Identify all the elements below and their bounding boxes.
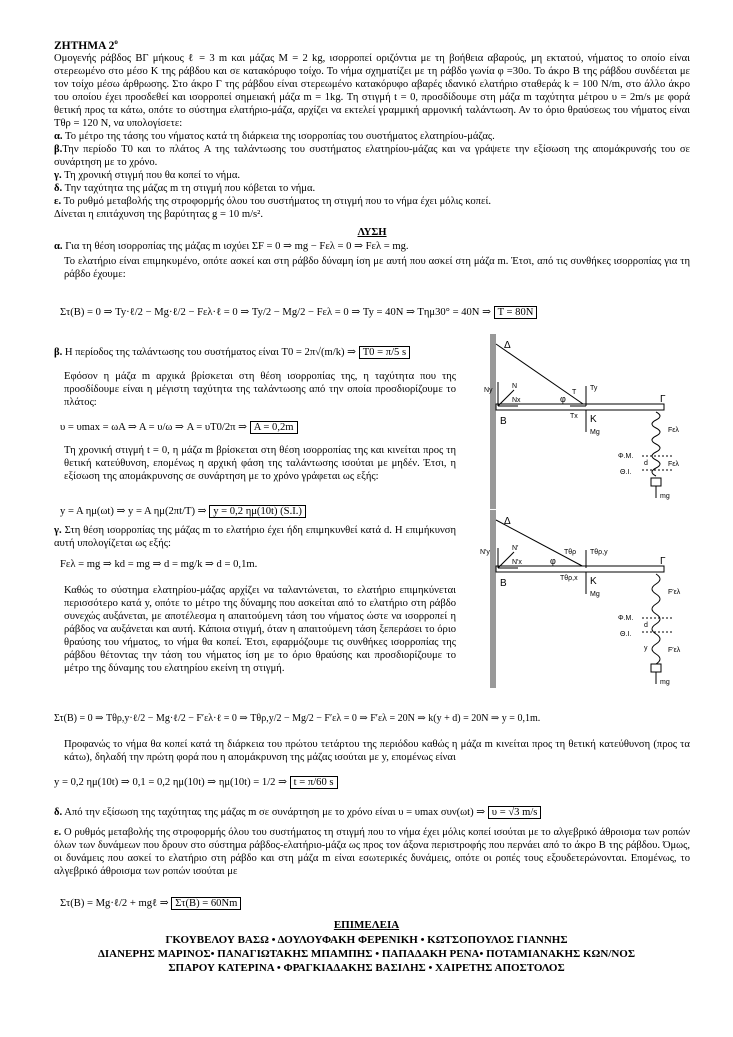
fig1-mass: [651, 478, 661, 486]
fig2-label-Fel2: F′ελ: [668, 647, 681, 654]
fig1-label-Fel2: Fελ: [668, 461, 679, 468]
solution-a-text: Το ελατήριο είναι επιμηκυμένο, οπότε ασκεί και στη ράβδο δύναμη ίση με αυτή που ασκεί στη μάζα m. Έτσι, από τις συνθήκες ισορροπίας για τη ράβδο έχουμε:: [64, 256, 690, 280]
question-text: Τη χρονική στιγμή που θα κοπεί το νήμα.: [64, 170, 241, 181]
fig1-rod: [496, 404, 664, 410]
question-a: [54, 130, 690, 143]
solution-b-text1: Εφόσον η μάζα m αρχικά βρίσκεται στη θέση ισορροπίας της, η ταχύτητα που της προσδίδουμε είναι η μέγιστη ταχύτητα της ταλάντωσης από την οποία προσδιορίζουμε το πλάτος:: [64, 371, 456, 408]
solution-a-result: T = 80N: [494, 306, 538, 319]
fig2-spring: [652, 574, 660, 664]
solution-b-text2: Τη χρονική στιγμή t = 0, η μάζα m βρίσκεται στη θέση ισορροπίας της και κινείται προς τη θετική κατεύθυνση, επομένως η αρχική φάση της ταλάντωσης ισούται με μηδέν. Έτσι, η εξίσωση της απομάκρυνσης σε συνάρτηση με το χρόνο γράφεται ως εξής:: [64, 445, 456, 482]
question-label: γ.: [54, 170, 62, 181]
fig1-string: [496, 344, 586, 406]
credits-heading: ΕΠΙΜΕΛΕΙΑ: [333, 919, 400, 931]
fig1-label-T: T: [572, 389, 577, 396]
solution-e: ε. Ο ρυθμός μεταβολής της στροφορμής όλου του συστήματος τη στιγμή που το νήμα έχει μόλις κοπεί ισούται με το αλγεβρικό άθροισμα των ροπών όλων των δυνάμεων που δρουν στο σύστημα ράβδος-ελατήριο-μάζα ως προς τον άξονα περιστροφής που περνάει από το άκρο Β της ράβδου. Όμως, οι δυνάμεις που ασκεί το ελατήριο στη ράβδο και στη μάζα m είναι εσωτερικές δυνάμεις, οπότε οι ροπές τους εξουδετερώνονται. Επομένως, το αλγεβρικό άθροισμα των ροπών ισούται με: [54, 827, 690, 877]
solution-b-eq2: [60, 505, 306, 518]
fig2-label-B: Β: [500, 578, 507, 589]
solution-a-eq-text: Στ(Β) = 0 ⇒ Ty·ℓ/2 − Mg·ℓ/2 − Fελ·ℓ = 0 ⇒ Ty/2 − Mg/2 − Fελ = 0 ⇒ Ty = 40N ⇒ Tημ30° = 40N ⇒: [60, 307, 491, 318]
solution-b-intro-text: Η περίοδος της ταλάντωσης του συστήματος είναι T0 = 2π√(m/k) ⇒: [64, 347, 357, 358]
solution-heading: ΛΥΣΗ: [357, 227, 387, 238]
fig1-label-Ty: Ty: [590, 385, 598, 392]
fig1-wall: [490, 334, 496, 509]
fig1-label-Ny: Ny: [484, 387, 493, 394]
fig2-label-Tthry: Tθρ,y: [590, 549, 608, 556]
question-text: Την ταχύτητα της μάζας m τη στιγμή που κόβεται το νήμα.: [64, 183, 316, 194]
solution-c-text2: Προφανώς το νήμα θα κοπεί κατά τη διάρκεια του πρώτου τετάρτου της περιόδου καθώς η μάζα m κινείται προς τη θετική κατεύθυνση (προς τα κάτω), δηλαδή την πρώτη φορά που η απομάκρυνση της μάζας ισούται με y, επομένως είναι: [64, 739, 690, 763]
solution-c-text: Καθώς το σύστημα ελατηρίου-μάζας αρχίζει να ταλαντώνεται, το ελατήριο επιμηκύνεται περισσότερο κατά y, οπότε το μέτρο της δύναμης που ασκείται από το ελατήριο στη ράβδο συνεχώς αυξάνεται, με αποτέλεσμα η απαιτούμενη τάση του νήματος ώστε να ισορροπεί η ράβδος να αυξάνεται και αυτή. Κάποια στιγμή, όταν η απαιτούμενη τάση ξεπεράσει το όριο θραύσης του νήματος, το νήμα θα κοπεί. Έτσι, εφαρμόζουμε τις συνθήκες ισορροπίας της ράβδου θέτοντας την τάση του νήματος ίση με το όριο θραύσης και προσδιορίζουμε το μέτρο της δύναμης του ελατηρίου εκείνη τη στιγμή.: [64, 585, 456, 674]
fig2-label-phi: φ: [550, 556, 556, 566]
solution-b-amplitude: A = 0,2m: [250, 421, 298, 434]
question-label: ε.: [54, 196, 62, 207]
fig1-label-phi: φ: [560, 394, 566, 404]
solution-c-intro-text: Στη θέση ισορροπίας της μάζας m το ελατήριο έχει ήδη επιμηκυνθεί κατά d. Η επιμήκυνση αυτή υπολογίζεται ως εξής:: [54, 525, 456, 549]
solution-b-result: y = 0,2 ημ(10t) (S.I.): [209, 505, 306, 518]
solution-e-eq-text: Στ(Β) = Mg·ℓ/2 + mgℓ ⇒: [60, 898, 169, 909]
problem-title-text: ΖΗΤΗΜΑ 2: [54, 39, 115, 52]
question-text: Το ρυθμό μεταβολής της στροφορμής όλου του συστήματος τη στιγμή που το νήμα έχει μόλις κοπεί.: [63, 196, 491, 207]
question-b: [54, 143, 690, 169]
fig1-label-mg: mg: [660, 493, 670, 500]
fig2-label-y: y: [644, 645, 648, 652]
solution-c-intro: γ. Στη θέση ισορροπίας της μάζας m το ελατήριο έχει ήδη επιμηκυνθεί κατά d. Η επιμήκυνση αυτή υπολογίζεται ως εξής:: [54, 525, 456, 549]
question-label: β.: [54, 144, 63, 155]
solution-a-equation: [60, 306, 537, 319]
fig1-label-N: N: [512, 383, 518, 390]
fig1-label-G: Γ: [660, 394, 666, 405]
solution-c-eq2: Στ(Β) = 0 ⇒ Tθρ,y·ℓ/2 − Mg·ℓ/2 − F′ελ·ℓ = 0 ⇒ Tθρ,y/2 − Mg/2 − F′ελ = 0 ⇒ F′ελ = 20N ⇒ k(y + d) = 20N ⇒ y = 0,1m.: [54, 713, 541, 724]
fig2-label-Fel: F′ελ: [668, 589, 681, 596]
solution-e-text: Ο ρυθμός μεταβολής της στροφορμής όλου του συστήματος τη στιγμή που το νήμα έχει μόλις κοπεί ισούται με το αλγεβρικό άθροισμα των ροπών όλων των δυνάμεων που δρουν στο σύστημα ράβδος-ελατήριο-μάζα ως προς τον άξονα περιστροφής που περνάει από το άκρο Β της ράβδου. Όμως, οι δυνάμεις που ασκεί το ελατήριο στη ράβδο και στη μάζα m είναι εσωτερικές δυνάμεις, οπότε οι ροπές τους εξουδετερώνονται. Επομένως, το αλγεβρικό άθροισμα των ροπών ισούται με: [54, 827, 690, 877]
fig2-wall: [490, 510, 496, 688]
fig1-label-Mg: Mg: [590, 429, 600, 436]
solution-d-text: Από την εξίσωση της ταχύτητας της μάζας m σε συνάρτηση με το χρόνο είναι υ = υmax συν(ωt) ⇒: [64, 807, 486, 818]
solution-b-eq2-text: y = A ημ(ωt) ⇒ y = A ημ(2πt/T) ⇒: [60, 506, 207, 517]
fig1-spring: [652, 412, 660, 476]
solution-c-eq3: [54, 776, 338, 789]
question-label: δ.: [54, 183, 63, 194]
figure-1-diagram: [474, 334, 704, 512]
question-d: [54, 182, 690, 195]
question-text: Την περίοδο T0 και το πλάτος A της ταλάντωσης του συστήματος ελατηρίου-μάζας και να γράψετε την εξίσωση της απομάκρυνσής του σε συνάρτηση με το χρόνο.: [54, 144, 690, 168]
figure-2-diagram: [474, 510, 704, 690]
solution-c-eq1: Fελ = mg ⇒ kd = mg ⇒ d = mg/k ⇒ d = 0,1m.: [60, 559, 258, 570]
fig2-string: [496, 520, 586, 568]
question-c: [54, 169, 690, 182]
question-e: [54, 195, 690, 208]
solution-b-eq1: [60, 421, 298, 434]
fig1-label-K: Κ: [590, 414, 597, 425]
fig1-label-B: Β: [500, 416, 507, 427]
fig2-mass: [651, 664, 661, 672]
solution-c-eq3-text: y = 0,2 ημ(10t) ⇒ 0,1 = 0,2 ημ(10t) ⇒ ημ(10t) = 1/2 ⇒: [54, 777, 287, 788]
fig2-label-G: Γ: [660, 556, 666, 567]
credits-line-3: ΣΠΑΡΟΥ ΚΑΤΕΡΙΝΑ • ΦΡΑΓΚΙΑΔΑΚΗΣ ΒΑΣΙΛΗΣ • ΧΑΙΡΕΤΗΣ ΑΠΟΣΤΟΛΟΣ: [168, 962, 565, 974]
fig1-label-d: d: [644, 460, 648, 467]
fig2-label-Mg: Mg: [590, 591, 600, 598]
fig2-label-mg: mg: [660, 679, 670, 686]
fig2-label-K: Κ: [590, 576, 597, 587]
fig1-label-OI: Θ.Ι.: [620, 469, 632, 476]
solution-e-eq: [60, 897, 241, 910]
solution-b-eq1-text: υ = υmax = ωA ⇒ A = υ/ω ⇒ A = υT0/2π ⇒: [60, 422, 248, 433]
fig1-label-FM: Φ.Μ.: [618, 453, 634, 460]
fig1-label-Fel: Fελ: [668, 427, 679, 434]
problem-statement: Ομογενής ράβδος ΒΓ μήκους ℓ = 3 m και μάζας M = 2 kg, ισορροπεί οριζόντια με τη βοήθεια αβαρούς, μη εκτατού, νήματος το οποίο είναι στερεωμένο στο μέσο Κ της ράβδου και σε κατακόρυφο τοίχο. Το νήμα σχηματίζει με τη ράβδο γωνία φ =30ο. Το άκρο Β της ράβδου συνδέεται με τον τοίχο μέσω άρθρωσης. Στο άκρο Γ της ράβδου είναι στερεωμένο κατακόρυφο αβαρές ιδανικό ελατήριο σταθεράς k = 100 N/m, στο άλλο άκρο του οποίου έχει προσδεθεί και ισορροπεί σημειακή μάζα m = 1kg. Τη στιγμή t = 0, προσδίδουμε στη μάζα m ταχύτητα μέτρου υ = 2m/s με φορά θετική προς τα κάτω, οπότε το σύστημα ελατήριο-μάζα, αρχίζει να εκτελεί γραμμική αρμονική ταλάντωση. Αν το όριο θραύσεως του νήματος είναι Tθρ = 120 N, να υπολογίσετε:: [54, 53, 690, 129]
credits-line-2: ΔΙΑΝΕΡΗΣ ΜΑΡΙΝΟΣ• ΠΑΝΑΓΙΩΤΑΚΗΣ ΜΠΑΜΠΗΣ • ΠΑΠΑΔΑΚΗ ΡΕΝΑ• ΠΟΤΑΜΙΑΝΑΚΗΣ ΚΩΝ/ΝΟΣ: [97, 948, 636, 960]
question-label: α.: [54, 131, 63, 142]
fig2-label-N: N′: [512, 545, 519, 552]
solution-b-intro: β. Η περίοδος της ταλάντωσης του συστήματος είναι T0 = 2π√(m/k) ⇒ T0 = π/5 s: [54, 346, 410, 359]
given-data: Δίνεται η επιτάχυνση της βαρύτητας g = 10 m/s².: [54, 209, 263, 220]
problem-title-sup: ο: [114, 38, 118, 46]
fig2-label-Nx: N′x: [512, 559, 522, 566]
fig2-label-D: Δ: [504, 516, 511, 527]
fig2-rod: [496, 566, 664, 572]
solution-b-period: T0 = π/5 s: [359, 346, 410, 359]
fig2-label-d: d: [644, 622, 648, 629]
fig1-label-Nx: Nx: [512, 397, 521, 404]
solution-e-result: Στ(Β) = 60Nm: [171, 897, 241, 910]
fig2-label-Tthr: Tθρ: [564, 549, 577, 556]
solution-c-result: t = π/60 s: [290, 776, 338, 789]
fig2-label-Ny: N′y: [480, 549, 490, 556]
solution-a-intro-text: Για τη θέση ισορροπίας της μάζας m ισχύει ΣF = 0 ⇒ mg − Fελ = 0 ⇒ Fελ = mg.: [65, 241, 409, 252]
credits-line-1: ΓΚΟΥΒΕΛΟΥ ΒΑΣΩ • ΔΟΥΛΟΥΦΑΚΗ ΦΕΡΕΝΙΚΗ • ΚΩΤΣΟΠΟΥΛΟΣ ΓΙΑΝΝΗΣ: [165, 934, 568, 946]
fig2-label-Tthrx: Tθρ,x: [560, 575, 578, 582]
solution-a-intro: α. Για τη θέση ισορροπίας της μάζας m ισχύει ΣF = 0 ⇒ mg − Fελ = 0 ⇒ Fελ = mg.: [54, 241, 409, 252]
solution-d: δ. Από την εξίσωση της ταχύτητας της μάζας m σε συνάρτηση με το χρόνο είναι υ = υmax συν(ωt) ⇒ υ = √3 m/s: [54, 806, 541, 819]
fig1-label-D: Δ: [504, 340, 511, 351]
fig1-label-Tx: Tx: [570, 413, 578, 420]
question-text: Το μέτρο της τάσης του νήματος κατά τη διάρκεια της ισορροπίας του συστήματος ελατηρίου-μάζας.: [65, 131, 495, 142]
fig2-label-FM: Φ.Μ.: [618, 615, 634, 622]
problem-title: [54, 36, 118, 53]
solution-d-result: υ = √3 m/s: [488, 806, 542, 819]
fig2-label-OI: Θ.Ι.: [620, 631, 632, 638]
